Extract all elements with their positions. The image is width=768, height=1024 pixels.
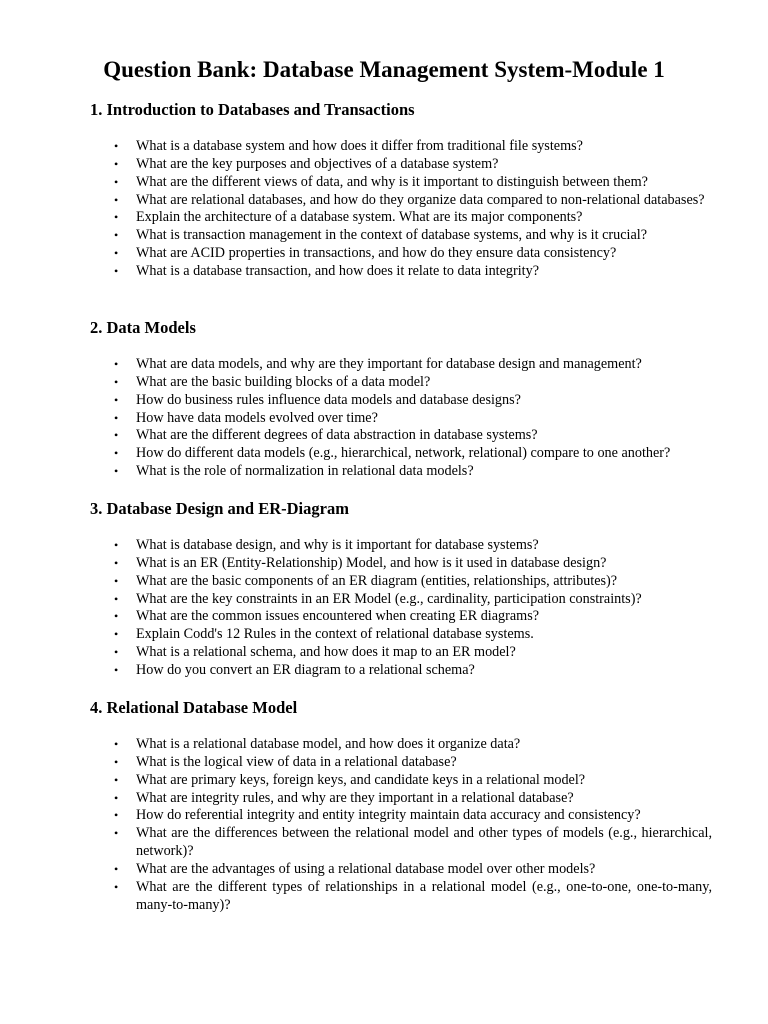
bullet-icon: • — [114, 410, 119, 425]
list-item: • What is the role of normalization in relational data models? — [114, 463, 474, 480]
question-list-2 — [114, 356, 712, 481]
list-item: • What are the different degrees of data abstraction in database systems? — [114, 427, 538, 444]
list-item: • What are the key constraints in an ER Model (e.g., cardinality, participation constraints)? — [114, 590, 642, 607]
bullet-icon: • — [114, 662, 119, 677]
bullet-icon: • — [114, 392, 119, 407]
bullet-icon: • — [114, 192, 119, 207]
list-item: • How do you convert an ER diagram to a relational schema? — [114, 661, 475, 678]
bullet-icon: • — [114, 446, 119, 461]
bullet-icon: • — [114, 737, 119, 751]
list-item: • Explain the architecture of a database system. What are its major components? — [114, 209, 583, 226]
list-item: • What are ACID properties in transactions, and how do they ensure data consistency? — [114, 245, 617, 262]
list-item: • What is transaction management in the context of database systems, and why is it crucial? — [114, 227, 647, 244]
list-item: • What is the logical view of data in a relational database? — [114, 753, 457, 770]
bullet-icon: • — [114, 573, 119, 588]
section-heading-1: 1. Introduction to Databases and Transactions — [90, 100, 415, 119]
bullet-icon: • — [114, 210, 119, 225]
list-item: • What are the different types of relationships in a relational model (e.g., one-to-one, one-to-many, many-to-many)? — [114, 878, 712, 913]
bullet-icon: • — [114, 754, 119, 769]
section-heading-3: 3. Database Design and ER-Diagram — [90, 499, 349, 518]
bullet-icon: • — [114, 357, 119, 371]
list-item: • What is a relational schema, and how does it map to an ER model? — [114, 644, 516, 661]
bullet-icon: • — [114, 591, 119, 606]
list-item: • What is an ER (Entity-Relationship) Model, and how is it used in database design? — [114, 554, 607, 571]
section-heading-2: 2. Data Models — [90, 318, 196, 337]
list-item: • How do referential integrity and entity integrity maintain data accuracy and consistency? — [114, 807, 641, 824]
question-list-4 — [114, 736, 712, 914]
bullet-icon: • — [114, 645, 119, 660]
bullet-icon: • — [114, 139, 119, 153]
list-item: • How do different data models (e.g., hierarchical, network, relational) compare to one another? — [114, 445, 671, 462]
bullet-icon: • — [114, 156, 119, 171]
bullet-icon: • — [114, 879, 119, 894]
bullet-icon: • — [114, 861, 119, 876]
list-item: • What is a relational database model, and how does it organize data? — [114, 736, 521, 752]
bullet-icon: • — [114, 627, 119, 642]
list-item: • What are the common issues encountered when creating ER diagrams? — [114, 608, 540, 625]
list-item: • What is database design, and why is it important for database systems? — [114, 537, 539, 553]
list-item: • What are integrity rules, and why are they important in a relational database? — [114, 789, 574, 806]
list-item: • Explain Codd's 12 Rules in the context of relational database systems. — [114, 626, 534, 643]
page-title: Question Bank: Database Management System-Module 1 — [103, 57, 665, 82]
list-item: • What are the advantages of using a relational database model over other models? — [114, 860, 596, 877]
bullet-icon: • — [114, 826, 119, 841]
list-item: • How do business rules influence data models and database designs? — [114, 391, 521, 408]
list-item: • What are the different views of data, and why is it important to distinguish between them? — [114, 173, 648, 190]
bullet-icon: • — [114, 808, 119, 823]
bullet-icon: • — [114, 772, 119, 787]
list-item: • What is a database system and how does it differ from traditional file systems? — [114, 138, 583, 154]
bullet-icon: • — [114, 538, 119, 552]
list-item: • What are the key purposes and objectives of a database system? — [114, 155, 499, 172]
list-item: • What is a database transaction, and how does it relate to data integrity? — [114, 262, 540, 279]
bullet-icon: • — [114, 174, 119, 189]
list-item: • What are relational databases, and how do they organize data compared to non-relational databases? — [114, 191, 705, 208]
bullet-icon: • — [114, 228, 119, 243]
bullet-icon: • — [114, 609, 119, 624]
list-item: • What are the basic building blocks of a data model? — [114, 373, 431, 390]
bullet-icon: • — [114, 374, 119, 389]
bullet-icon: • — [114, 555, 119, 570]
bullet-icon: • — [114, 263, 119, 278]
question-list-1 — [114, 138, 712, 281]
list-item: • What are data models, and why are they important for database design and management? — [114, 356, 642, 372]
bullet-icon: • — [114, 428, 119, 443]
list-item: • What are primary keys, foreign keys, and candidate keys in a relational model? — [114, 771, 586, 788]
bullet-icon: • — [114, 790, 119, 805]
section-heading-4: 4. Relational Database Model — [90, 698, 298, 717]
list-item: • How have data models evolved over time? — [114, 409, 378, 426]
bullet-icon: • — [114, 246, 119, 261]
question-list-3 — [114, 537, 712, 680]
list-item: • What are the differences between the relational model and other types of models (e.g., hierarchical, network)? — [114, 825, 712, 860]
list-item: • What are the basic components of an ER diagram (entities, relationships, attributes)? — [114, 572, 618, 589]
bullet-icon: • — [114, 464, 119, 479]
